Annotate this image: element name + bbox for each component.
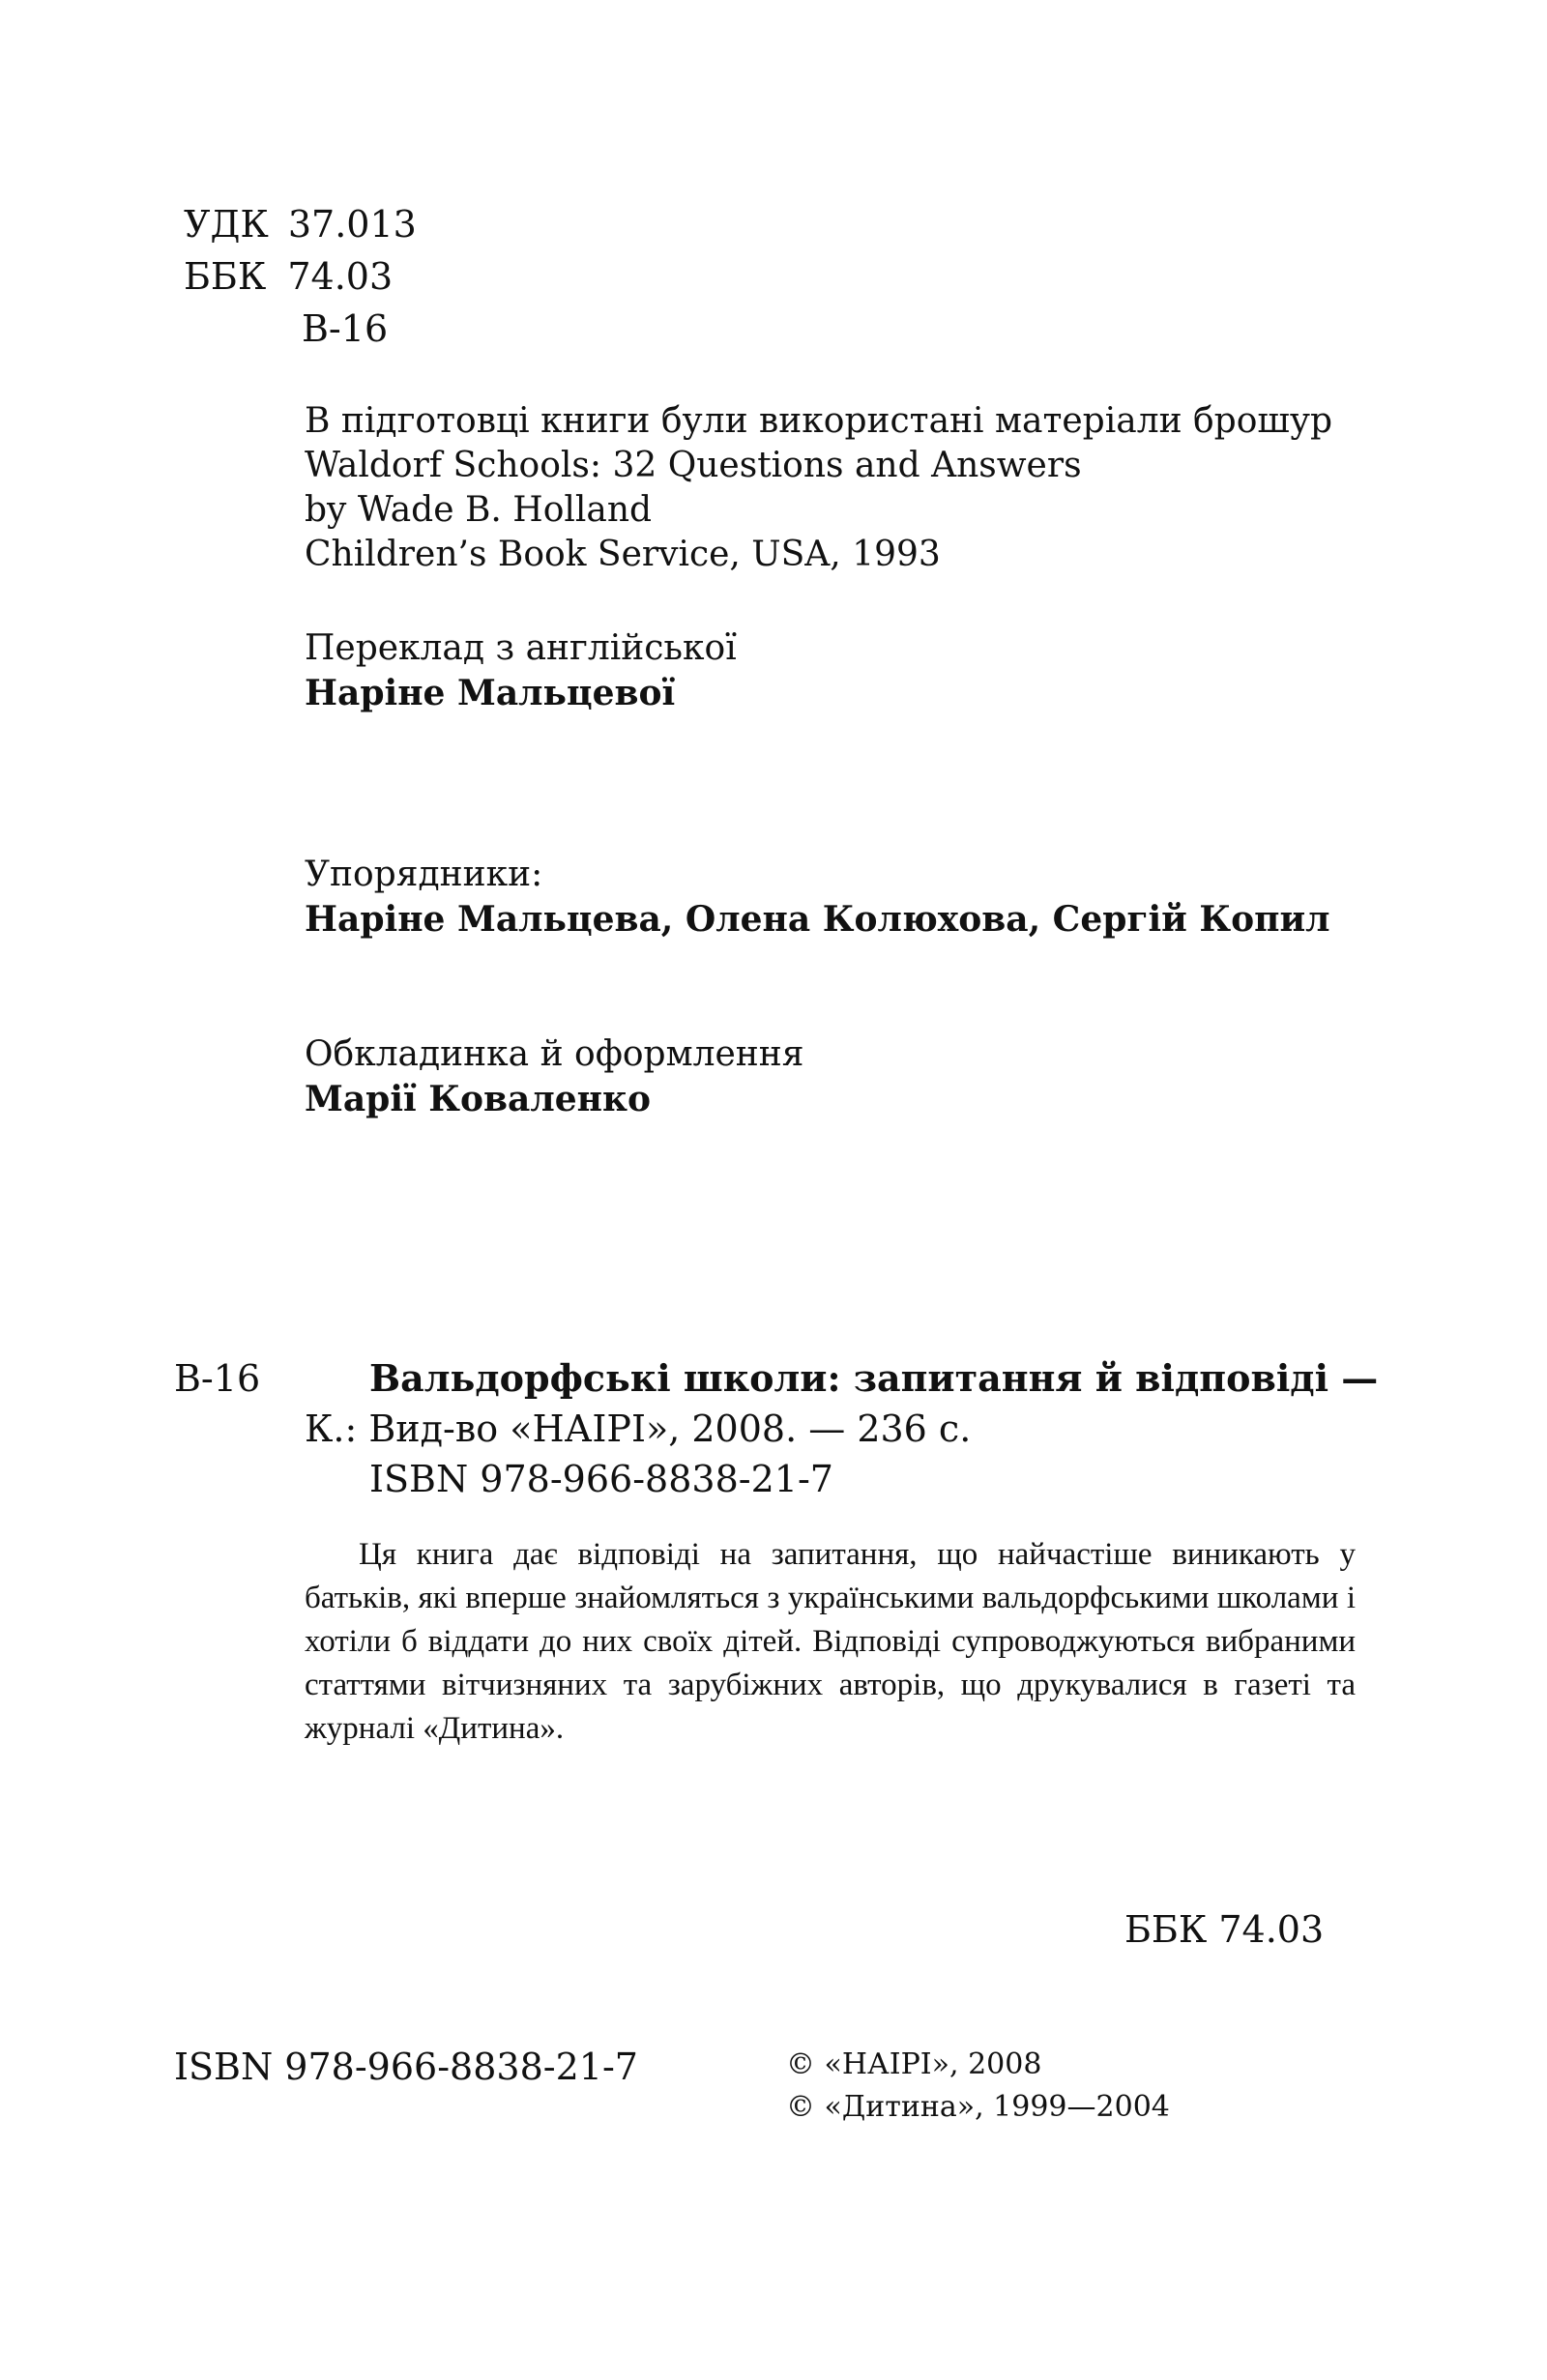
- catalog-code: В-16: [174, 1357, 261, 1400]
- compilers-names: Наріне Мальцева, Олена Колюхова, Сергій Копил: [305, 899, 1330, 940]
- catalog-annotation: Ця книга дає відповіді на запитання, що найчастіше виникають у батьків, які вперше знайомляться з українськими вальдорфськими школами і хотіли б віддати до них своїх дітей. Відповіді супроводжуються вибраними статтями вітчизняних та зарубіжних авторів, що друкувалися в газеті та журналі «Дитина».: [305, 1537, 1356, 1746]
- translation-block: [305, 626, 737, 715]
- compilers-label: Упорядники:: [305, 855, 543, 894]
- author-code: В-16: [302, 307, 389, 350]
- bbk-value: 74.03: [287, 255, 394, 298]
- udk-label: УДК: [184, 203, 269, 246]
- footer-isbn: ISBN 978-966-8838-21-7: [174, 2046, 638, 2088]
- copyright-block: [786, 2044, 1170, 2129]
- bbk-label: ББК: [184, 255, 267, 298]
- udk-value: 37.013: [287, 203, 417, 246]
- udk-line: [184, 199, 417, 249]
- source-line: Children’s Book Service, USA, 1993: [305, 535, 941, 574]
- source-line: by Wade B. Holland: [305, 490, 653, 530]
- translation-label: Переклад з англійської: [305, 628, 737, 668]
- catalog-title: Вальдорфські школи: запитання й відповіді —: [369, 1356, 1379, 1400]
- source-line: В підготовці книги були використані матеріали брошур: [305, 401, 1333, 441]
- copyright-nairi: © «НАІРІ», 2008: [786, 2047, 1042, 2081]
- catalog-publisher: К.: Вид-во «НАІРІ», 2008. — 236 с.: [305, 1408, 972, 1450]
- designer-name: Марії Коваленко: [305, 1079, 651, 1119]
- source-line: Waldorf Schools: 32 Questions and Answers: [305, 446, 1082, 485]
- design-block: [305, 1032, 803, 1121]
- source-block: [305, 399, 1332, 577]
- bbk-line: [184, 251, 393, 302]
- compilers-block: [305, 853, 1330, 942]
- catalog-bbk: ББК 74.03: [1124, 1908, 1325, 1951]
- copyright-dytyna: © «Дитина», 1999—2004: [786, 2090, 1170, 2124]
- design-label: Обкладинка й оформлення: [305, 1034, 804, 1074]
- translator-name: Наріне Мальцевої: [305, 673, 676, 713]
- catalog-isbn: ISBN 978-966-8838-21-7: [369, 1458, 833, 1500]
